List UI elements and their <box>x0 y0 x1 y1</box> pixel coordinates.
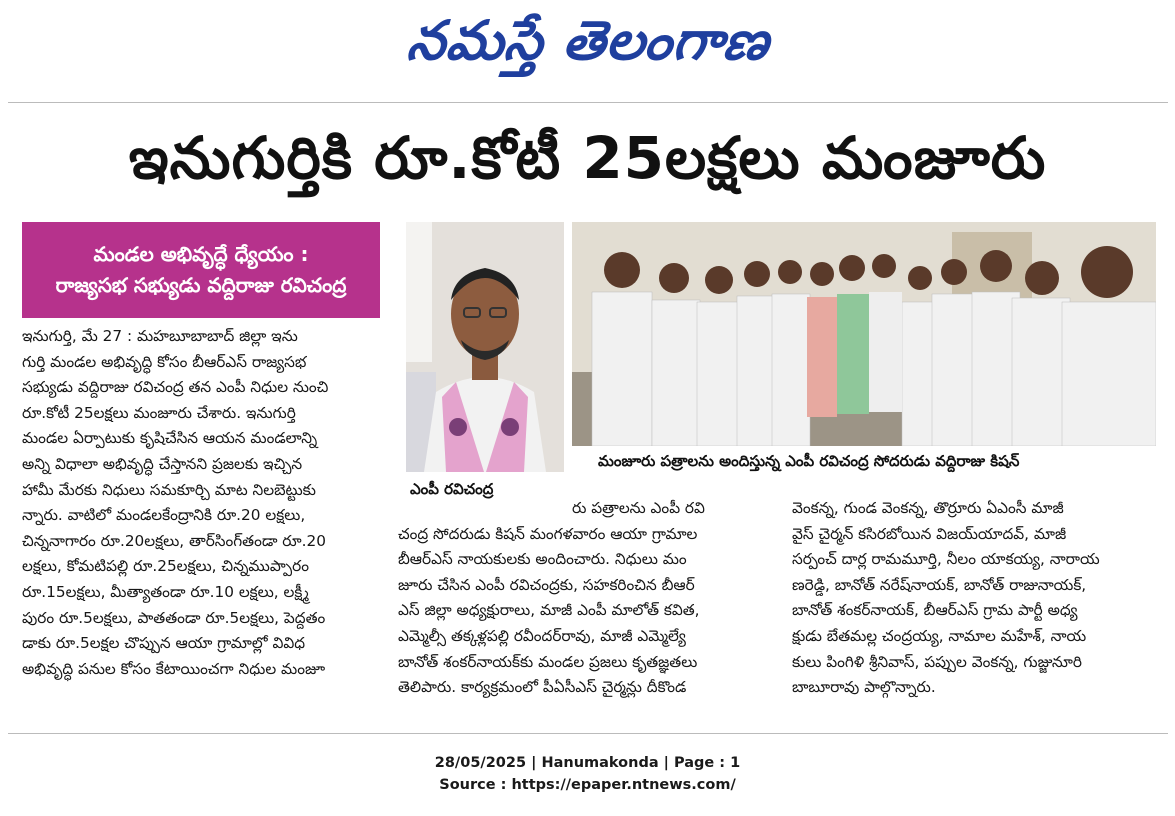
article-line: జూరు చేసిన ఎంపీ రవిచంద్రకు, సహకరించిన బీఆర్ <box>398 575 695 594</box>
subheading-line-1: మండల అభివృద్ధే ధ్యేయం : <box>93 242 309 266</box>
article-line: హామీ మేరకు నిధులు సమకూర్చి మాట నిలబెట్టుకు <box>22 480 316 499</box>
article-line: ఇనుగుర్తి, మే 27 : మహబూబాబాద్ జిల్లా ఇను <box>22 327 298 345</box>
article-line: డాకు రూ.5లక్షల చొప్పున ఆయా గ్రామాల్లో వివిధ <box>22 634 306 653</box>
article-line: పురం రూ.5లక్షలు, పాతతండా రూ.5లక్షలు, పెద్దతం <box>22 608 326 627</box>
footer-divider <box>8 733 1168 734</box>
headline-text: ఇనుగుర్తికి రూ.కోటీ 25లక్షలు మంజూరు <box>128 123 1047 192</box>
portrait-illustration <box>406 222 564 472</box>
subheading-box <box>22 222 380 318</box>
article-line: న్నారు. వాటిలో మండలకేంద్రానికి రూ.20 లక్షలు, <box>22 506 306 525</box>
article-line: అన్ని విధాలా అభివృద్ధి చేస్తానని ప్రజలకు ఇచ్చిన <box>22 454 303 473</box>
article-column-3 <box>792 496 1156 701</box>
article-line: బీఆర్ఎస్ నాయకులకు అందించారు. నిధులు మం <box>398 550 687 569</box>
masthead <box>0 0 1175 95</box>
article-line: చంద్ర సోదరుడు కిషన్ మంగళవారం ఆయా గ్రామాల <box>398 524 698 543</box>
article-line: ణరెడ్డి, బానోత్ నరేష్‌నాయక్, బానోత్ రాజునాయక్, <box>792 575 1087 594</box>
article-line: వైస్ చైర్మన్ కసిరబోయిన విజయ్‌యాదవ్, మాజీ <box>792 524 1067 543</box>
article-column-2 <box>398 496 774 701</box>
article-line: లక్షలు, కోమటిపల్లి రూ.25లక్షలు, చిన్నముప్పారం <box>22 557 309 576</box>
subheading-line-2: రాజ్యసభ సభ్యుడు వద్దిరాజు రవిచంద్ర <box>55 273 347 297</box>
article-line: ఎస్ జిల్లా అధ్యక్షురాలు, మాజీ ఎంపీ మాలోత్ కవిత, <box>398 601 700 620</box>
article-line: కులు పింగిళి శ్రీనివాస్, పప్పుల వెంకన్న, గుజ్జునూరి <box>792 652 1082 671</box>
article-line: సభ్యుడు వద్దిరాజు రవిచంద్ర తన ఎంపీ నిధుల నుంచి <box>22 378 329 397</box>
article-line: రూ.15లక్షలు, మీత్యాతండా రూ.10 లక్షలు, లక్ష్మీ <box>22 582 309 601</box>
article-line: బాబూరావు పాల్గొన్నారు. <box>792 678 936 697</box>
article-line: క్షుడు బేతమల్ల చంద్రయ్య, నామాల మహేశ్, నాయ <box>792 626 1087 645</box>
header-divider <box>8 102 1168 103</box>
newspaper-title: నమస్తే తెలంగాణ <box>404 9 773 72</box>
article-line: బానోత్ శంకర్‌నాయక్‌కు మండల ప్రజలు కృతజ్ఞతలు <box>398 652 698 671</box>
footer-source-link[interactable]: Source : https://epaper.ntnews.com/ <box>439 777 736 793</box>
article-line: సర్పంచ్ దార్ల రామమూర్తి, నీలం యాకయ్య, నారాయ <box>792 550 1100 569</box>
article-line: రు పత్రాలను ఎంపీ రవి <box>572 499 705 517</box>
article-line: రూ.కోటీ 25లక్షలు మంజూరు చేశారు. ఇనుగుర్తి <box>22 403 296 422</box>
mp-portrait-photo <box>406 222 564 472</box>
article-line: వెంకన్న, గుండ వెంకన్న, తొర్రూరు ఏఎంసీ మాజీ <box>792 499 1064 517</box>
headline <box>0 120 1175 210</box>
article-line: గుర్తి మండల అభివృద్ధి కోసం బీఆర్ఎస్ రాజ్యసభ <box>22 352 307 371</box>
article-line: ఎమ్మెల్సీ తక్కళ్లపల్లి రవీందర్‌రావు, మాజీ ఎమ్మెల్యే <box>398 626 686 645</box>
article-line: తెలిపారు. కార్యక్రమంలో పీఏసీఎస్ చైర్మన్లు దీకొండ <box>398 678 687 697</box>
article-column-1 <box>22 324 380 682</box>
footer <box>0 752 1175 796</box>
article-line: బానోత్ శంకర్‌నాయక్, బీఆర్ఎస్ గ్రామ పార్టీ అధ్య <box>792 601 1078 620</box>
group-photo-caption: మంజూరు పత్రాలను అందిస్తున్న ఎంపీ రవిచంద్ర సోదరుడు వద్దిరాజు కిషన్ <box>598 452 1020 470</box>
article-line: చిన్ననాగారం రూ.20లక్షలు, తార్‌సింగ్‌తండా రూ.20 <box>22 531 326 550</box>
footer-date-edition: 28/05/2025 | Hanumakonda | Page : 1 <box>434 755 741 771</box>
portrait-caption: ఎంపీ రవిచంద్ర <box>410 480 494 498</box>
article-line: అభివృద్ధి పనుల కోసం కేటాయించగా నిధుల మంజూ <box>22 659 326 678</box>
group-photo-illustration <box>572 222 1156 446</box>
article-line: మండల ఏర్పాటుకు కృషిచేసిన ఆయన మండలాన్ని <box>22 429 318 448</box>
group-photo <box>572 222 1156 446</box>
